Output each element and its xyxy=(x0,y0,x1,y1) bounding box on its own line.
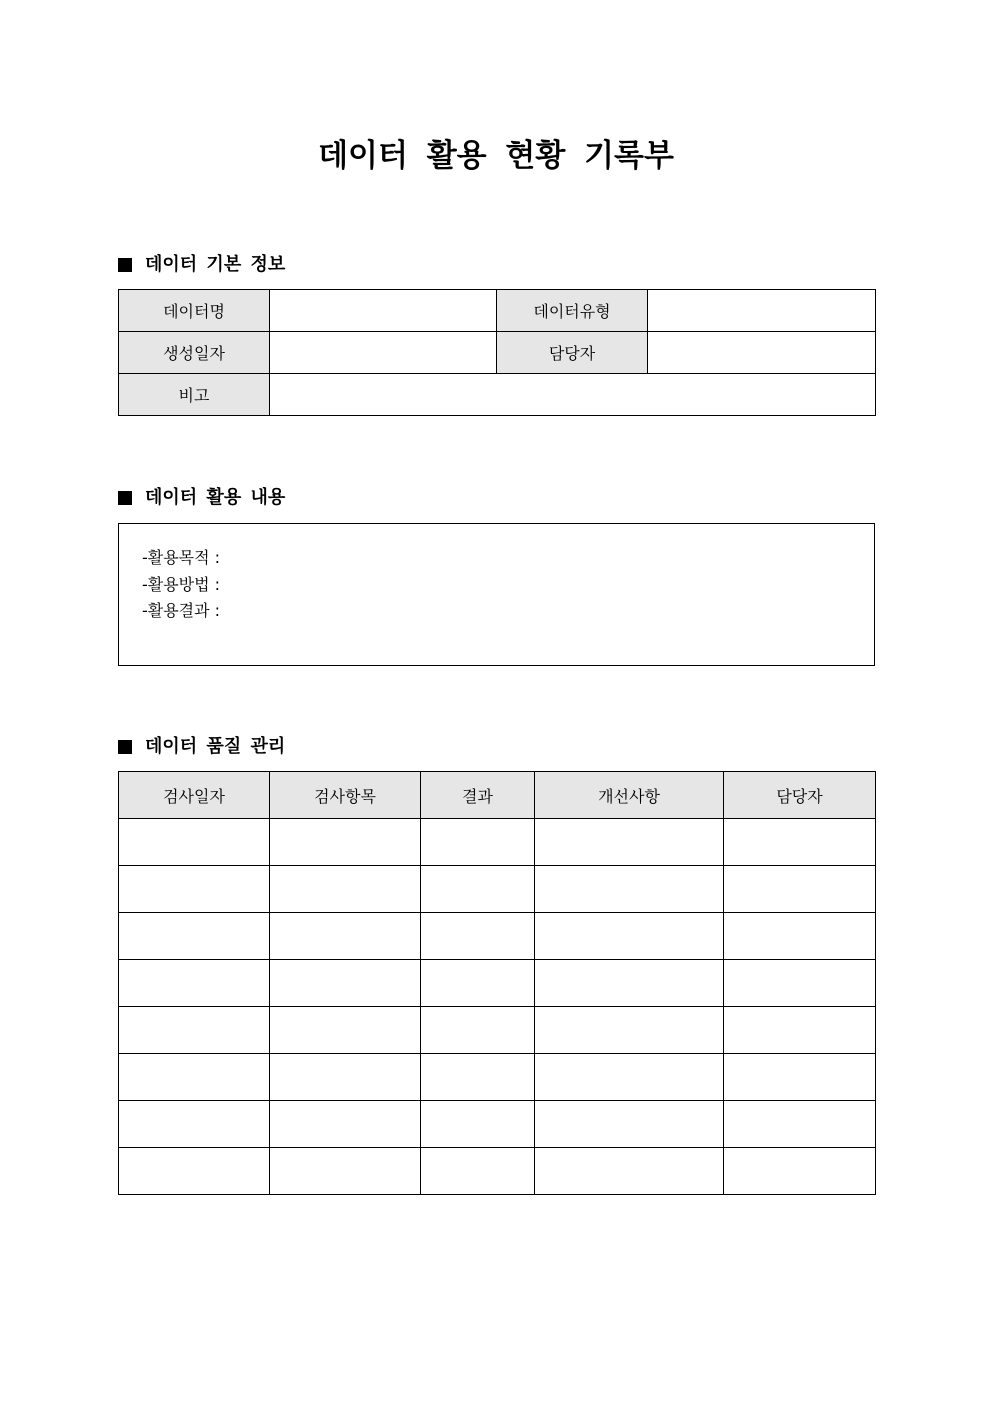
value-data-name[interactable] xyxy=(270,290,497,332)
table-row xyxy=(119,1054,876,1101)
section-heading-text: 데이터 품질 관리 xyxy=(145,736,286,757)
column-header-inspection-date: 검사일자 xyxy=(119,772,270,819)
table-cell[interactable] xyxy=(724,1148,876,1195)
section-heading-basic-info xyxy=(118,253,285,277)
table-cell[interactable] xyxy=(535,1007,724,1054)
square-bullet-icon xyxy=(118,740,132,754)
value-remarks[interactable] xyxy=(270,374,876,416)
table-cell[interactable] xyxy=(421,960,535,1007)
usage-purpose-line: -활용목적 : xyxy=(142,548,221,567)
table-cell[interactable] xyxy=(119,960,270,1007)
table-row xyxy=(119,866,876,913)
table-cell[interactable] xyxy=(270,1101,421,1148)
usage-method-line: -활용방법 : xyxy=(142,574,221,594)
section-heading-usage xyxy=(118,486,285,510)
table-row xyxy=(119,960,876,1007)
basic-info-table xyxy=(118,289,876,416)
label-created-date: 생성일자 xyxy=(119,332,270,374)
table-row xyxy=(119,1148,876,1195)
table-cell[interactable] xyxy=(724,866,876,913)
table-cell[interactable] xyxy=(119,866,270,913)
table-cell[interactable] xyxy=(270,1054,421,1101)
label-remarks: 비고 xyxy=(119,374,270,416)
table-cell[interactable] xyxy=(724,1054,876,1101)
table-cell[interactable] xyxy=(724,913,876,960)
table-cell[interactable] xyxy=(535,960,724,1007)
table-header-row xyxy=(119,772,876,819)
usage-content-box[interactable] xyxy=(118,523,875,666)
column-header-result: 결과 xyxy=(421,772,535,819)
table-cell[interactable] xyxy=(270,1007,421,1054)
column-header-improvement: 개선사항 xyxy=(535,772,724,819)
label-data-name: 데이터명 xyxy=(119,290,270,332)
table-cell[interactable] xyxy=(535,819,724,866)
table-row xyxy=(119,290,876,332)
table-row xyxy=(119,1101,876,1148)
table-cell[interactable] xyxy=(535,866,724,913)
usage-result-line: -활용결과 : xyxy=(142,601,221,620)
table-cell[interactable] xyxy=(119,819,270,866)
table-cell[interactable] xyxy=(421,1007,535,1054)
table-row xyxy=(119,1007,876,1054)
table-row xyxy=(119,332,876,374)
table-cell[interactable] xyxy=(724,960,876,1007)
table-cell[interactable] xyxy=(535,1148,724,1195)
square-bullet-icon xyxy=(118,491,132,505)
table-cell[interactable] xyxy=(270,819,421,866)
label-data-type: 데이터유형 xyxy=(497,290,648,332)
table-row xyxy=(119,913,876,960)
table-cell[interactable] xyxy=(270,1148,421,1195)
table-cell[interactable] xyxy=(270,866,421,913)
table-cell[interactable] xyxy=(119,1054,270,1101)
table-cell[interactable] xyxy=(270,960,421,1007)
value-created-date[interactable] xyxy=(270,332,497,374)
table-cell[interactable] xyxy=(270,913,421,960)
table-cell[interactable] xyxy=(119,1148,270,1195)
column-header-manager: 담당자 xyxy=(724,772,876,819)
section-heading-text: 데이터 기본 정보 xyxy=(145,254,286,275)
table-cell[interactable] xyxy=(535,1101,724,1148)
value-manager[interactable] xyxy=(648,332,876,374)
table-cell[interactable] xyxy=(421,1054,535,1101)
quality-table xyxy=(118,771,876,1195)
table-cell[interactable] xyxy=(421,866,535,913)
table-cell[interactable] xyxy=(535,1054,724,1101)
table-row xyxy=(119,374,876,416)
column-header-inspection-item: 검사항목 xyxy=(270,772,421,819)
page-title: 데이터 활용 현황 기록부 xyxy=(318,138,674,174)
square-bullet-icon xyxy=(118,258,132,272)
table-cell[interactable] xyxy=(119,1007,270,1054)
section-heading-quality xyxy=(118,735,285,759)
value-data-type[interactable] xyxy=(648,290,876,332)
table-cell[interactable] xyxy=(421,1148,535,1195)
table-cell[interactable] xyxy=(724,1007,876,1054)
section-heading-text: 데이터 활용 내용 xyxy=(145,487,286,508)
table-cell[interactable] xyxy=(724,1101,876,1148)
table-cell[interactable] xyxy=(535,913,724,960)
table-cell[interactable] xyxy=(421,913,535,960)
label-manager: 담당자 xyxy=(497,332,648,374)
table-row xyxy=(119,819,876,866)
table-cell[interactable] xyxy=(421,819,535,866)
table-cell[interactable] xyxy=(421,1101,535,1148)
table-cell[interactable] xyxy=(119,913,270,960)
table-cell[interactable] xyxy=(119,1101,270,1148)
table-cell[interactable] xyxy=(724,819,876,866)
